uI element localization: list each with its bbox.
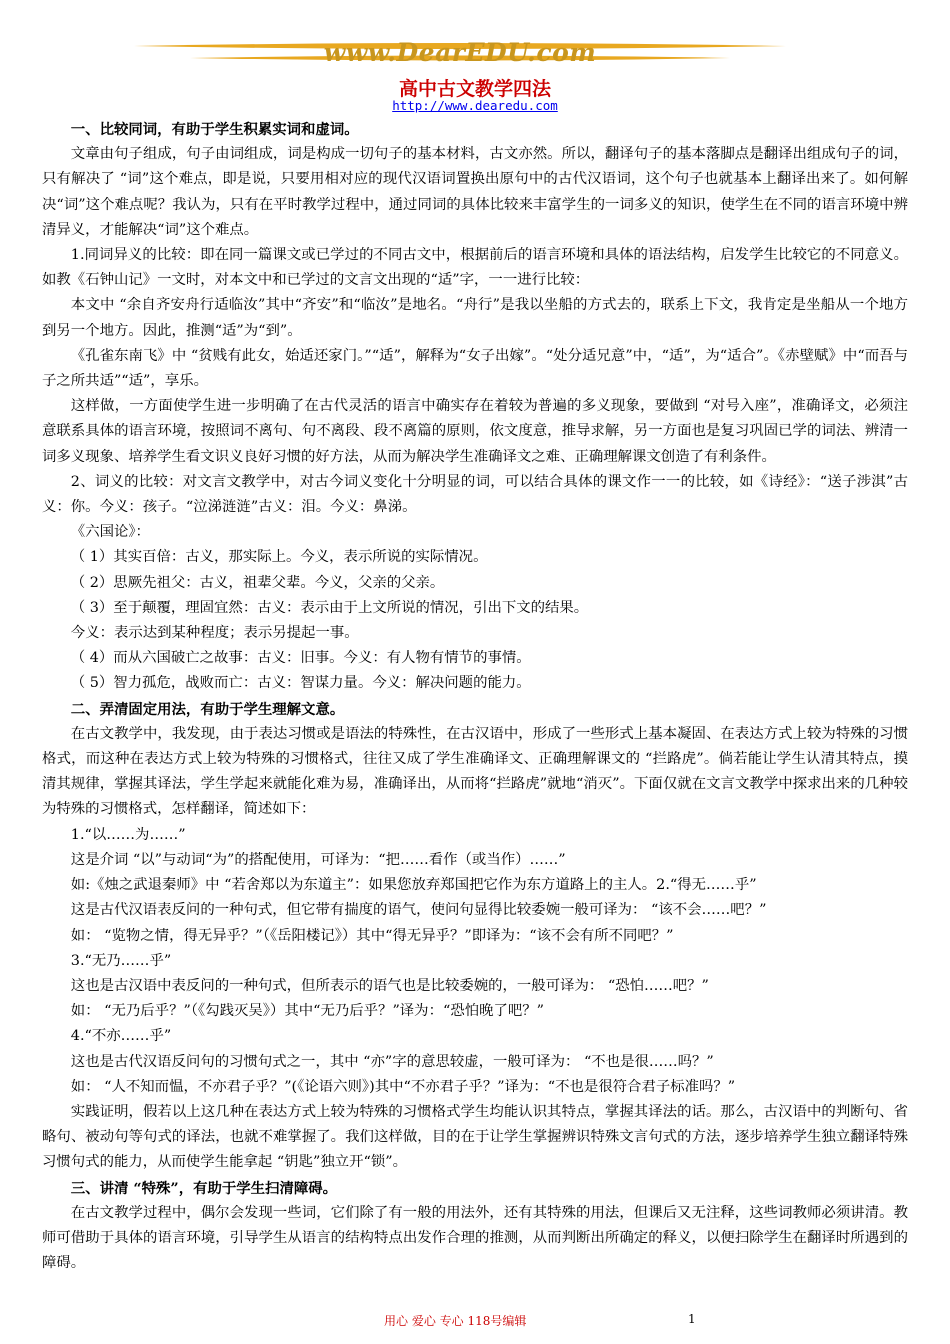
paragraph: 3.“无乃……乎” (70, 952, 172, 969)
banner-text[interactable]: www.DearEDU.com (323, 38, 597, 67)
paragraph: 如： “人不知而愠，不亦君子乎？”(《论语六则》)其中“不亦君子乎？”译为：“不也是很符合君子标准吗？” (70, 1078, 736, 1095)
list-item: （ 1）其实百倍：古义，那实际上。今义，表示所说的实际情况。 (70, 549, 488, 566)
paragraph: 这是古代汉语表反问的一种句式，但它带有揣度的语气，使问句显得比较委婉一般可译为： “该不会……吧？” (70, 902, 767, 919)
article-body (42, 117, 908, 1276)
section-heading-1: 一、比较同词，有助于学生积累实词和虚词。 (70, 121, 359, 138)
paragraph: 这也是古代汉语反问句的习惯句式之一，其中 “亦”字的意思较虚，一般可译为： “不也是很……吗？” (70, 1053, 714, 1070)
list-item: （ 2）思厥先祖父：古义，祖辈父辈。今义，父亲的父亲。 (70, 574, 445, 591)
paragraph: 1.“以……为……” (70, 826, 186, 843)
paragraph: 本文中 “余自齐安舟行适临汝”其中“齐安”和“临汝”是地名。“舟行”是我以坐船的方式去的，联系上下文，我肯定是坐船从一个地方到另一个地方。因此，推测“适”为“到”。 (42, 297, 908, 339)
list-item: （ 4）而从六国破亡之故事：古义：旧事。今义：有人物有情节的事情。 (70, 650, 531, 667)
paragraph: 实践证明，假若以上这几种在表达方式上较为特殊的习惯格式学生均能认识其特点，掌握其译法的话。那么，古汉语中的判断句、省略句、被动句等句式的译法，也就不难掌握了。我们这样做，目的在于让学生掌握辨识特殊文言句式的方法，逐步培养学生独立翻译特殊习惯句式的能力，从而使学生能拿起 “钥匙”独立开“锁”。 (42, 1103, 908, 1171)
paragraph: 文章由句子组成，句子由词组成，词是构成一切句子的基本材料，古文亦然。所以，翻译句子的基本落脚点是翻译出组成句子的词，只有解决了 “词”这个难点，即是说，只要用相对应的现代汉语词置换出原句中的古代汉语词，这个句子也就基本上翻译出来了。如何解决“词”这个难点呢？我认为，只有在平时教学过程中，通过同词的具体比较来丰富学生的一词多义的知识，使学生在不同的语言环境中辨清异义，才能解决“词”这个难点。 (42, 146, 908, 238)
paragraph: 如:《烛之武退秦师》中 “若舍郑以为东道主”：如果您放弃郑国把它作为东方道路上的主人。2.“得无……乎” (70, 877, 757, 894)
paragraph: 《孔雀东南飞》中 “贫贱有此女，始适还家门。”“适”，解释为“女子出嫁”。“处分适兄意”中，“适”，为“适合”。《赤壁赋》中“而吾与子之所共适”“适”，享乐。 (42, 347, 908, 390)
source-link[interactable]: http://www.dearedu.com (392, 98, 558, 113)
paragraph: 4.“不亦……乎” (70, 1028, 172, 1045)
page-title: 高中古文教学四法 (398, 78, 551, 100)
page-number: 1 (688, 1312, 696, 1326)
paragraph: 《六国论》： (70, 524, 150, 541)
section-heading-2: 二、弄清固定用法，有助于学生理解文意。 (70, 700, 345, 718)
section-heading-3: 三、讲清 “特殊”，有助于学生扫清障碍。 (70, 1179, 338, 1197)
paragraph: 这样做，一方面使学生进一步明确了在古代灵活的语言中确实存在着较为普遍的多义现象，要做到 “对号入座”，准确译文，必须注意联系具体的语言环境，按照词不离句、句不离段、段不离篇的原则，依文度意，推导求解，另一方面也是复习巩固已学的词法、辨清一词多义现象、培养学生看文识义良好习惯的好方法，从而为解决学生准确译文之难、正确理解课文创造了有利条件。 (42, 398, 908, 465)
paragraph: 在古文教学过程中，偶尔会发现一些词，它们除了有一般的用法外，还有其特殊的用法，但课后又无注释，这些词教师必须讲清。教师可借助于具体的语言环境，引导学生从语言的结构特点出发作合理的推测，从而判断出所确定的释义，以便扫除学生在翻译时所遇到的障碍。 (42, 1204, 908, 1272)
paragraph: 这是介词 “以”与动词“为”的搭配使用，可译为：“把……看作（或当作）……” (70, 851, 566, 868)
site-banner (130, 36, 790, 68)
paragraph: 1.同词异义的比较：即在同一篇课文或已学过的不同古文中，根据前后的语言环境和具体的语法结构，启发学生比较它的不同意义。如教《石钟山记》一文时，对本文中和已学过的文言文出现的“适”字，一一进行比较： (42, 247, 908, 289)
footer-editor-note: 用心 爱心 专心 118号编辑 (384, 1314, 527, 1328)
paragraph: 如： “无乃后乎？”（《勾践灭吴》）其中“无乃后乎？”译为：“恐怕晚了吧？” (70, 1003, 545, 1020)
list-item: （ 3）至于颠覆，理固宜然：古义：表示由于上文所说的情况，引出下文的结果。 (70, 599, 589, 616)
list-item: 今义：表示达到某种程度；表示另提起一事。 (70, 625, 359, 642)
list-item: （ 5）智力孤危，战败而亡：古义：智谋力量。今义：解决问题的能力。 (70, 675, 531, 692)
paragraph: 这也是古汉语中表反问的一种句式，但所表示的语气也是比较委婉的，一般可译为： “恐怕……吧？” (70, 977, 709, 994)
paragraph: 在古文教学中，我发现，由于表达习惯或是语法的特殊性，在古汉语中，形成了一些形式上基本凝固、在表达方式上较为特殊的习惯格式，而这种在表达方式上较为特殊的习惯格式，往往又成了学生准确译文、正确理解课文的 “拦路虎”。倘若能让学生认清其特点，摸清其规律，掌握其译法，学生学起来就能化难为易，准确译出，从而将“拦路虎”就地“消灭”。下面仅就在文言文教学中探求出来的几种较为特殊的习惯格式，怎样翻译，简述如下： (42, 725, 908, 818)
paragraph: 如： “览物之情，得无异乎？”（《岳阳楼记》）其中“得无异乎？”即译为：“该不会有所不同吧？” (70, 927, 674, 944)
paragraph: 2、词义的比较：对文言文教学中，对古今词义变化十分明显的词，可以结合具体的课文作一一的比较，如《诗经》：“送子涉淇”古义：你。今义：孩子。“泣涕涟涟”古义：泪。今义：鼻涕。 (42, 473, 908, 516)
